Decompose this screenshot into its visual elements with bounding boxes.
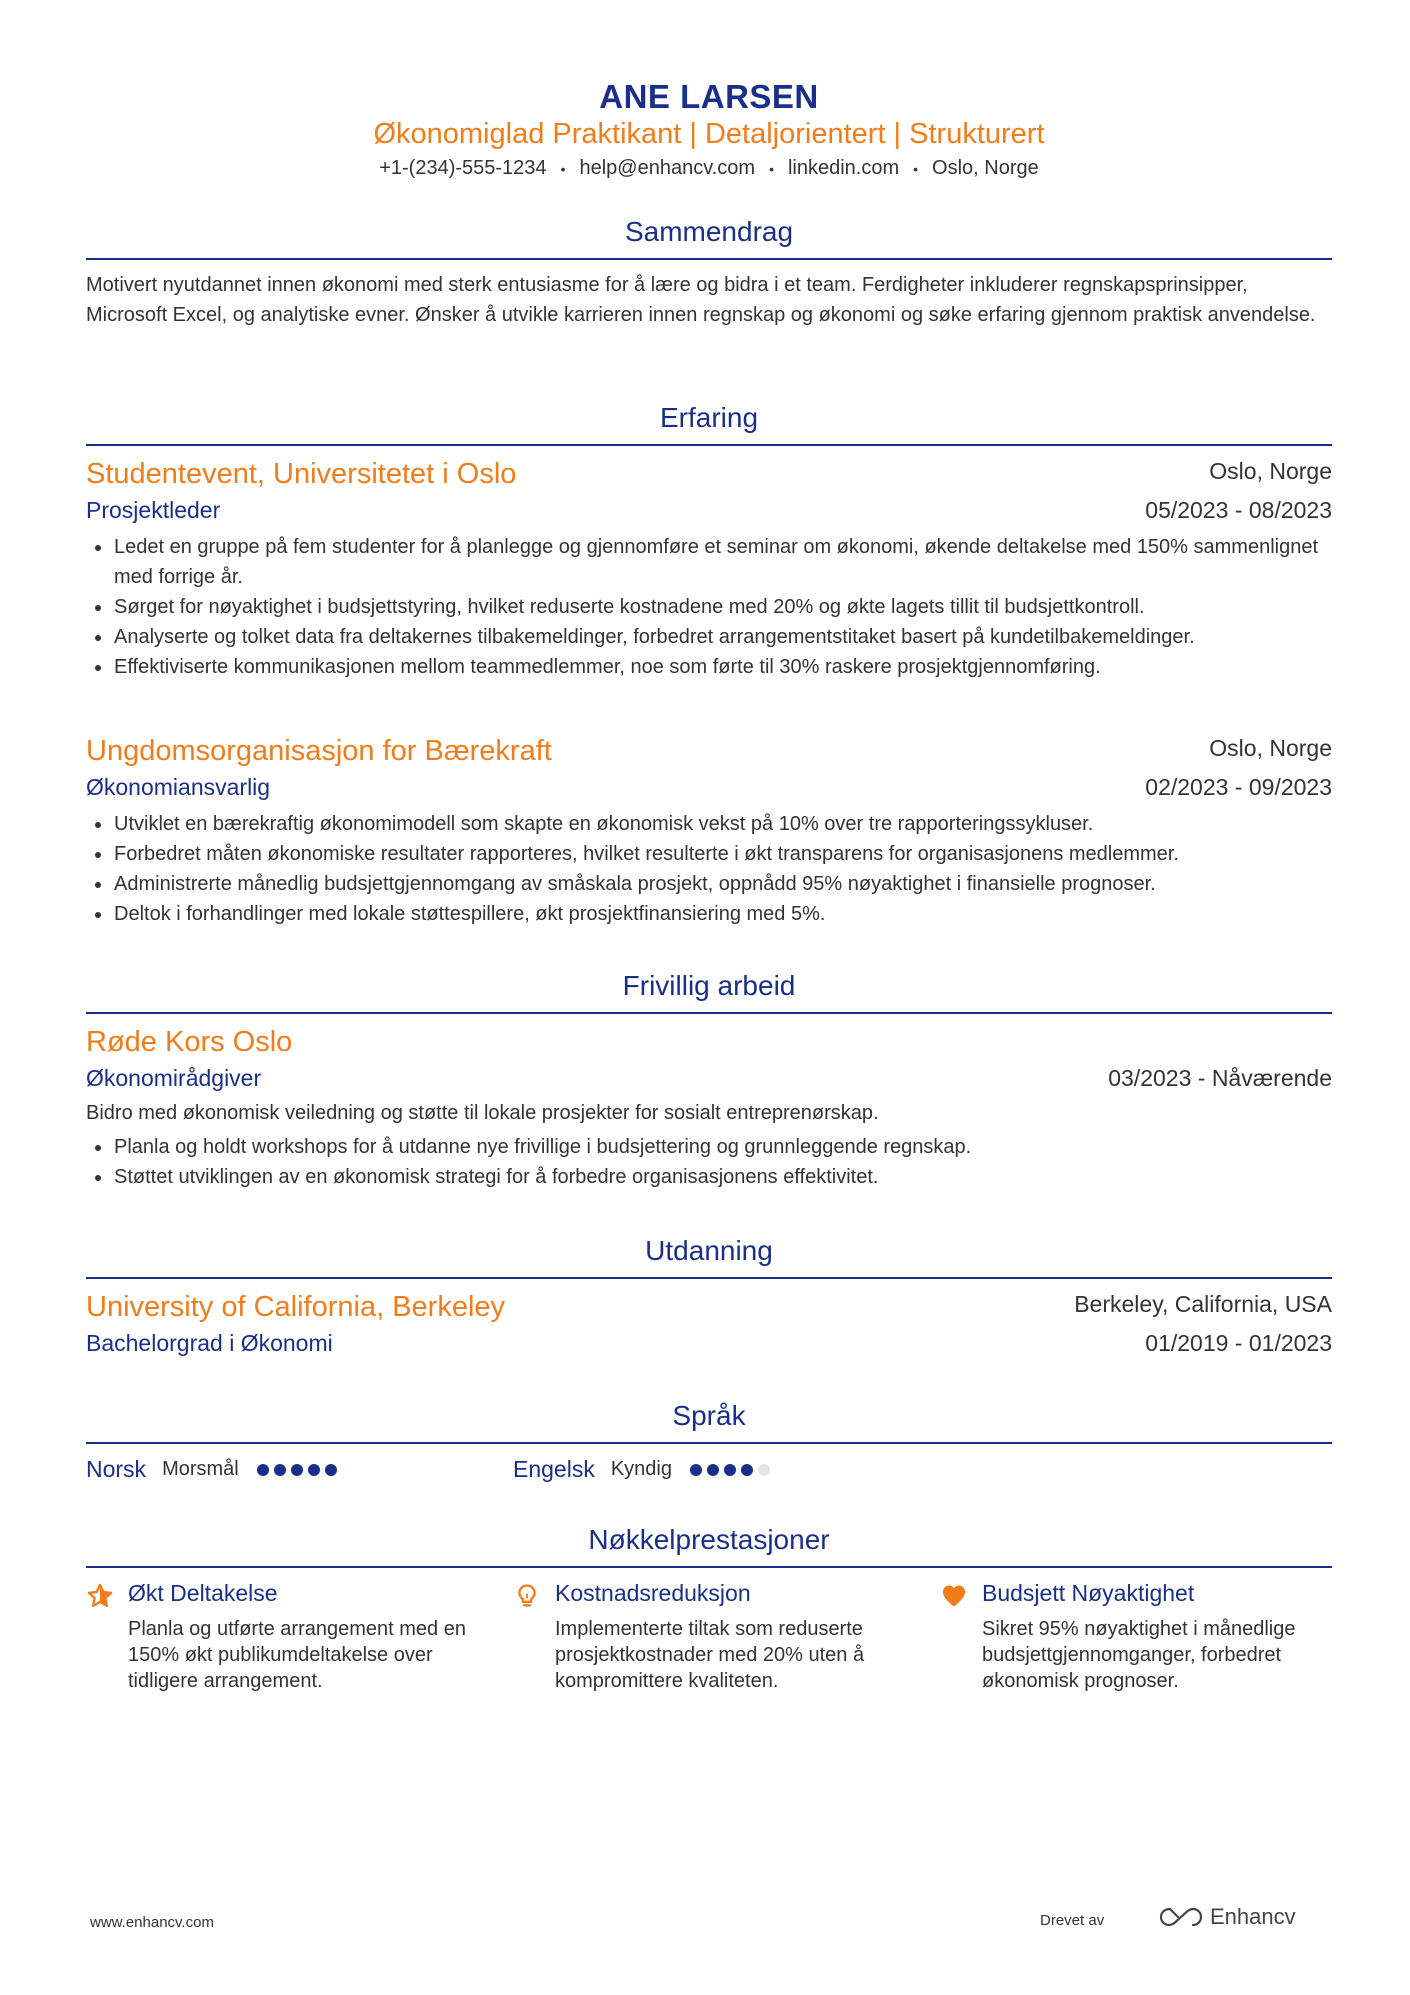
volunteer-description: Bidro med økonomisk veiledning og støtte til lokale prosjekter for sosialt entreprenørskap. [86, 1102, 879, 1124]
bullet-item: Effektiviserte kommunikasjonen mellom teammedlemmer, noe som førte til 30% raskere prosjektgjennomføring. [86, 652, 1332, 682]
achievement-title: Kostnadsreduksjon [555, 1580, 751, 1606]
language-level: Kyndig [610, 1458, 672, 1480]
rating-dot-filled [257, 1464, 269, 1476]
footer-powered-by: Drevet av [1040, 1912, 1105, 1929]
section-divider [86, 444, 1332, 446]
section-divider [86, 1566, 1332, 1568]
rating-dot-filled [741, 1464, 753, 1476]
rating-dot-filled [690, 1464, 702, 1476]
degree-name: Bachelorgrad i Økonomi [86, 1330, 333, 1356]
achievement-text: Sikret 95% nøyaktighet i månedlige budsjettgjennomganger, forbedret økonomisk prognoser. [982, 1618, 1296, 1692]
rating-dot-filled [308, 1464, 320, 1476]
language-rating [690, 1464, 770, 1476]
star-icon [86, 1582, 114, 1610]
section-title-languages: Språk [672, 1400, 746, 1431]
rating-dot-filled [325, 1464, 337, 1476]
candidate-headline: Økonomiglad Praktikant | Detaljorientert | Strukturert [373, 118, 1045, 150]
enhancv-logo[interactable] [1158, 1904, 1296, 1930]
volunteer-dates: 03/2023 - Nåværende [1108, 1065, 1332, 1091]
enhancv-logo-text: Enhancv [1210, 1904, 1296, 1929]
separator-dot: • [769, 160, 774, 177]
section-divider [86, 1012, 1332, 1014]
job-role: Prosjektleder [86, 497, 221, 523]
section-title-experience: Erfaring [659, 402, 759, 433]
bullet-item: Ledet en gruppe på fem studenter for å planlegge og gjennomføre et seminar om økonomi, økende deltakelse med 150% sammenlignet med forrige år. [86, 532, 1332, 592]
job-role: Økonomiansvarlig [86, 774, 271, 800]
section-title-volunteer: Frivillig arbeid [622, 970, 796, 1001]
job-bullets [86, 809, 1332, 929]
rating-dot-filled [291, 1464, 303, 1476]
job-bullets [86, 532, 1332, 682]
volunteer-org: Røde Kors Oslo [86, 1026, 293, 1058]
language-rating [257, 1464, 337, 1476]
achievement-text: Implementerte tiltak som reduserte prosjektkostnader med 20% uten å kompromittere kvaliteten. [555, 1618, 865, 1692]
achievement-title: Økt Deltakelse [128, 1580, 278, 1606]
rating-dot-filled [724, 1464, 736, 1476]
achievement-title: Budsjett Nøyaktighet [982, 1580, 1195, 1606]
language-item [86, 1456, 337, 1483]
school-location: Berkeley, California, USA [1074, 1291, 1332, 1317]
rating-dot-filled [707, 1464, 719, 1476]
bullet-item: Sørget for nøyaktighet i budsjettstyring, hvilket reduserte kostnadene med 20% og økte lagets tillit til budsjettkontroll. [86, 592, 1332, 622]
email-link[interactable]: help@enhancv.com [579, 157, 756, 179]
education-dates: 01/2019 - 01/2023 [1145, 1330, 1332, 1356]
summary-text: Motivert nyutdannet innen økonomi med sterk entusiasme for å lære og bidra i et team. Ferdigheter inkluderer regnskapsprinsipper, Microsoft Excel, og analytiske evner. Ønsker å utvikle karrieren innen regnskap og økonomi og søke erfaring gjennom praktisk anvendelse. [86, 274, 1316, 326]
separator-dot: • [560, 160, 566, 177]
language-level: Morsmål [162, 1458, 239, 1480]
lightbulb-icon [513, 1582, 541, 1610]
bullet-item: Støttet utviklingen av en økonomisk strategi for å forbedre organisasjonens effektivitet. [86, 1162, 1332, 1192]
location-text: Oslo, Norge [932, 157, 1039, 179]
volunteer-bullets [86, 1132, 1332, 1192]
bullet-item: Deltok i forhandlinger med lokale støttespillere, økt prosjektfinansiering med 5%. [86, 899, 1332, 929]
job-location: Oslo, Norge [1209, 735, 1332, 761]
section-title-education: Utdanning [645, 1235, 773, 1266]
bullet-item: Utviklet en bærekraftig økonomimodell som skapte en økonomisk vekst på 10% over tre rapporteringssykluser. [86, 809, 1332, 839]
linkedin-link[interactable]: linkedin.com [787, 157, 900, 179]
bullet-item: Administrerte månedlig budsjettgjennomgang av småskala prosjekt, oppnådd 95% nøyaktighet i finansielle prognoser. [86, 869, 1332, 899]
achievement-text: Planla og utførte arrangement med en 150% økt publikumdeltakelse over tidligere arrangement. [128, 1618, 466, 1692]
phone-text: +1-(234)-555-1234 [379, 157, 547, 179]
section-title-summary: Sammendrag [624, 216, 794, 247]
contact-line [86, 157, 1332, 180]
company-name: Ungdomsorganisasjon for Bærekraft [86, 735, 552, 767]
language-name: Norsk [86, 1456, 147, 1482]
company-name: Studentevent, Universitetet i Oslo [86, 458, 517, 490]
bullet-item: Analyserte og tolket data fra deltakernes tilbakemeldinger, forbedret arrangementstitaket basert på kundetilbakemeldinger. [86, 622, 1332, 652]
language-item [513, 1456, 770, 1483]
job-dates: 02/2023 - 09/2023 [1145, 774, 1332, 800]
section-title-achievements: Nøkkelprestasjoner [588, 1524, 830, 1555]
rating-dot-filled [274, 1464, 286, 1476]
section-divider [86, 1442, 1332, 1444]
language-name: Engelsk [513, 1456, 595, 1482]
bullet-item: Planla og holdt workshops for å utdanne nye frivillige i budsjettering og grunnleggende regnskap. [86, 1132, 1332, 1162]
job-location: Oslo, Norge [1209, 458, 1332, 484]
footer-url[interactable]: www.enhancv.com [90, 1914, 214, 1931]
bullet-item: Forbedret måten økonomiske resultater rapporteres, hvilket resulterte i økt transparens for organisasjonens medlemmer. [86, 839, 1332, 869]
job-dates: 05/2023 - 08/2023 [1145, 497, 1332, 523]
section-divider [86, 258, 1332, 260]
section-divider [86, 1277, 1332, 1279]
rating-dot-empty [758, 1464, 770, 1476]
separator-dot: • [913, 160, 919, 177]
volunteer-role: Økonomirådgiver [86, 1065, 262, 1091]
candidate-name: ANE LARSEN [599, 78, 819, 115]
heart-icon [940, 1582, 968, 1610]
enhancv-logo-icon [1158, 1905, 1204, 1929]
school-name: University of California, Berkeley [86, 1291, 506, 1323]
